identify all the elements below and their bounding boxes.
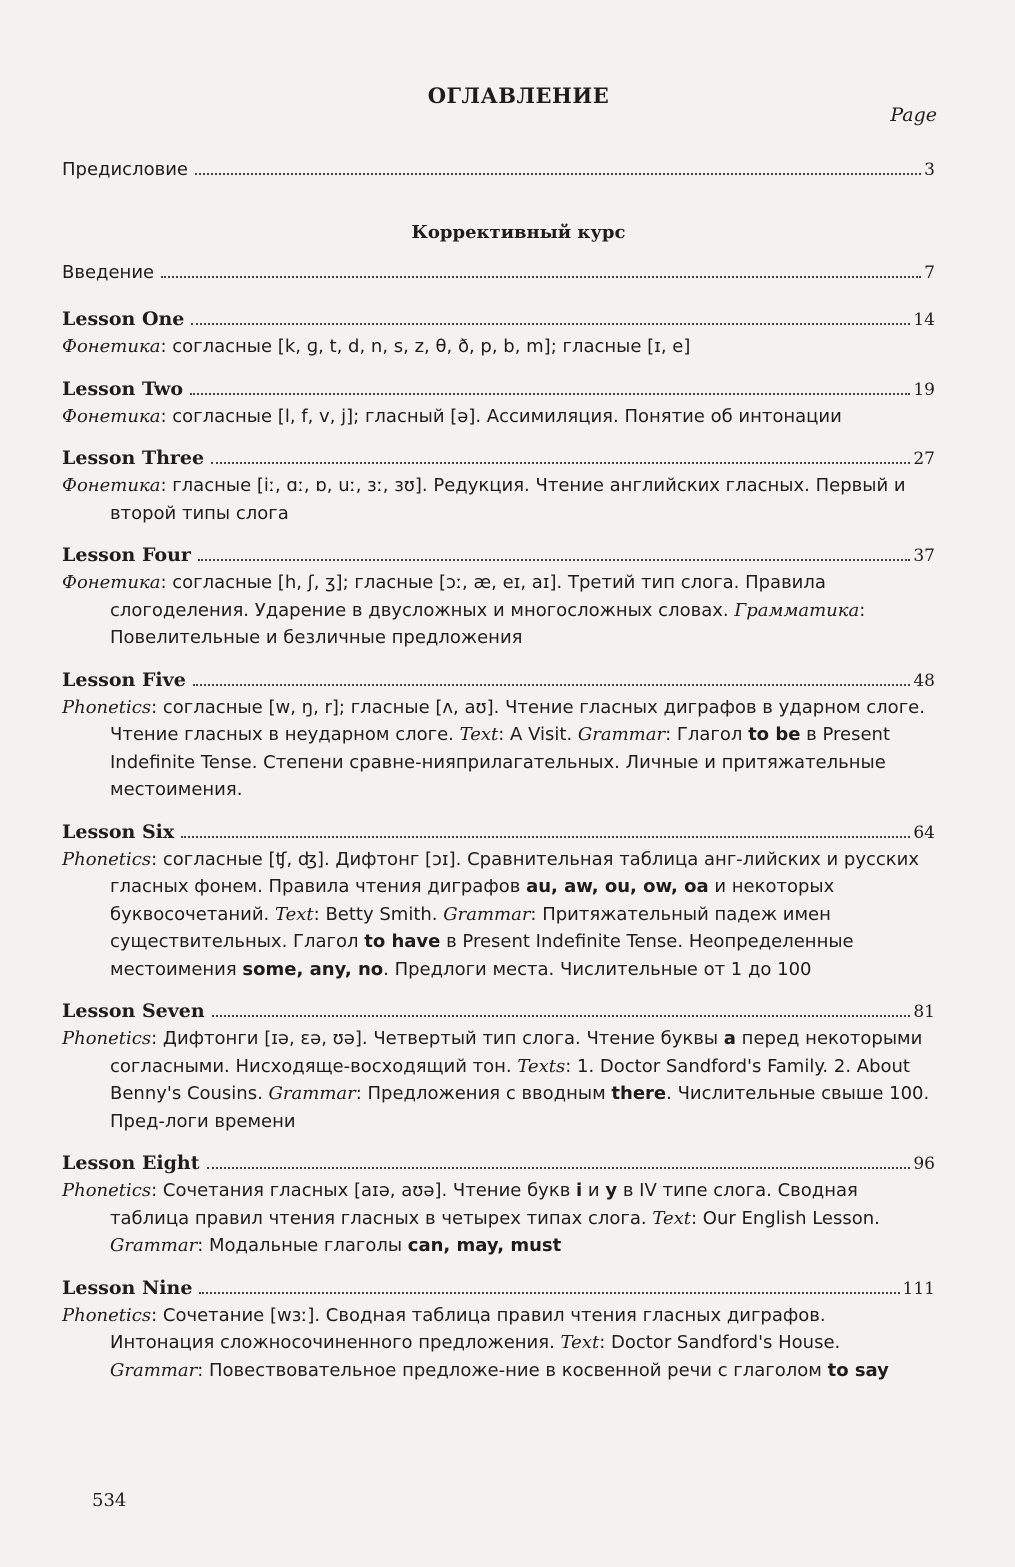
toc-entry-preface[interactable] [62, 158, 935, 182]
desc-label: Фонетика [62, 475, 161, 496]
dot-leader [199, 1292, 899, 1294]
lesson-description [62, 333, 935, 361]
desc-label: Грамматика [734, 599, 860, 621]
lesson-title: Lesson Seven [62, 1000, 205, 1022]
page-number: 534 [92, 1490, 127, 1511]
lesson-entry[interactable] [62, 543, 935, 652]
desc-text: : Повествовательное предложе-ние в косвенной речи с глаголом [197, 1359, 828, 1381]
dot-leader [211, 462, 910, 464]
desc-label: Phonetics [62, 1304, 152, 1326]
lesson-description [62, 846, 935, 984]
desc-text: : согласные [k, ɡ, t, d, n, s, z, θ, ð, p, b, m]; гласные [ɪ, e] [160, 336, 691, 357]
lesson-page: 64 [913, 822, 935, 843]
desc-text: : Глагол [665, 724, 749, 745]
desc-label: Grammar [577, 724, 666, 745]
desc-label: Phonetics [62, 1180, 152, 1201]
desc-label: Phonetics [62, 1028, 152, 1049]
section-title: Коррективный курс [411, 222, 626, 243]
desc-text: : Дифтонги [ɪə, ɛə, ʊə]. Четвертый тип слога. Чтение буквы [151, 1028, 724, 1049]
lesson-description [62, 1177, 935, 1260]
lesson-page: 37 [913, 546, 935, 566]
lesson-entry[interactable] [62, 1151, 935, 1260]
desc-text: в Present Indefinite Tense. Степени сравне-нияприлагательных. Личные и притяжательные местоимения. [110, 724, 891, 800]
desc-label: Grammar [110, 1235, 198, 1256]
desc-label: Phonetics [62, 696, 152, 718]
lesson-title: Lesson Five [62, 668, 186, 691]
desc-text: : согласные [w, ŋ, r]; гласные [ʌ, aʊ]. Чтение гласных диграфов в ударном слоге. Чтение гласных в неударном слоге. [110, 696, 925, 745]
lesson-heading-line [62, 820, 935, 845]
desc-label: Grammar [110, 1359, 198, 1381]
desc-text: : Повелительные и безличные предложения [110, 599, 866, 648]
desc-label: Phonetics [62, 848, 152, 870]
desc-label: Text [459, 724, 499, 745]
desc-text: перед некоторыми согласными. Нисходяще-восходящий тон. [110, 1028, 923, 1077]
desc-bold: can, may, must [407, 1235, 562, 1256]
desc-bold: au, aw, ou, ow, oa [526, 876, 709, 897]
lesson-title: Lesson Three [62, 447, 205, 469]
desc-text: : 1. Doctor Sandford's Family. 2. About Benny's Cousins. [110, 1055, 910, 1104]
toc-entry-intro[interactable] [62, 261, 935, 285]
dot-leader [181, 836, 910, 838]
lesson-heading-line [62, 668, 935, 693]
desc-bold: to have [364, 931, 441, 952]
entry-label: Предисловие [62, 159, 188, 180]
desc-bold: a [723, 1028, 736, 1049]
desc-bold: y [605, 1180, 618, 1201]
dot-leader [161, 276, 921, 278]
desc-bold: to say [827, 1359, 889, 1381]
lesson-entry[interactable] [62, 668, 935, 804]
lesson-entry[interactable] [62, 1276, 935, 1385]
desc-text: в IV типе слога. Сводная таблица правил чтения гласных в четырех типах слога. [110, 1180, 858, 1229]
lesson-page: 111 [902, 1278, 935, 1299]
desc-text: : согласные [l, f, v, j]; гласный [ə]. Ассимиляция. Понятие об интонации [160, 405, 842, 427]
desc-label: Фонетика [62, 572, 161, 593]
lesson-title: Lesson Eight [62, 1152, 200, 1174]
lesson-page: 48 [913, 670, 935, 691]
desc-text: : Сочетание [wɜː]. Сводная таблица правил чтения гласных диграфов. Интонация сложносочиненного предложения. [110, 1304, 826, 1353]
lesson-title: Lesson One [62, 308, 185, 330]
lesson-title: Lesson Four [62, 544, 191, 566]
entry-page: 7 [924, 263, 935, 283]
desc-label: Text [652, 1207, 692, 1229]
lesson-description [62, 569, 935, 652]
desc-text: : Betty Smith. [313, 903, 444, 925]
lesson-heading-line [62, 377, 935, 402]
entry-label: Введение [62, 262, 155, 283]
desc-bold: there [611, 1083, 667, 1104]
lesson-heading-line [62, 999, 935, 1024]
dot-leader [212, 1015, 911, 1017]
desc-text: в Present Indefinite Tense. Неопределенные местоимения [110, 931, 854, 980]
desc-text: : Предложения с вводным [355, 1083, 612, 1104]
desc-label: Text [275, 903, 314, 925]
desc-bold: some, any, no [242, 958, 384, 980]
lesson-page: 27 [913, 449, 935, 469]
lesson-heading-line [62, 1276, 935, 1301]
dot-leader [207, 1167, 911, 1169]
desc-text: : Модальные глаголы [197, 1235, 408, 1256]
desc-text: : A Visit. [498, 724, 578, 745]
lesson-description [62, 1025, 935, 1135]
desc-label: Grammar [268, 1083, 356, 1104]
lesson-page: 19 [913, 379, 935, 400]
desc-label: Фонетика [62, 336, 161, 357]
page-title: ОГЛАВЛЕНИЕ [427, 83, 610, 108]
desc-text: : согласные [h, ʃ, ʒ]; гласные [ɔː, æ, eɪ, aɪ]. Третий тип слога. Правила слогоделения. Ударение в двусложных и многосложных словах. [110, 572, 826, 621]
desc-text: . Числительные свыше 100. Пред-логи времени [110, 1083, 930, 1132]
lesson-entry[interactable] [62, 307, 935, 361]
desc-text: . Предлоги места. Числительные от 1 до 100 [383, 958, 812, 980]
lesson-title: Lesson Nine [62, 1276, 193, 1299]
lesson-entry[interactable] [62, 820, 935, 984]
dot-leader [193, 684, 911, 686]
desc-text: : Our English Lesson. [691, 1207, 880, 1229]
lesson-entry[interactable] [62, 999, 935, 1135]
lesson-heading-line [62, 446, 935, 471]
desc-text: и некоторых буквосочетаний. [110, 876, 835, 925]
lesson-heading-line [62, 1151, 935, 1176]
dot-leader [190, 393, 910, 395]
desc-text: : Притяжательный падеж имен существительных. Глагол [110, 903, 831, 952]
lesson-list [62, 307, 935, 1384]
dot-leader [191, 323, 910, 325]
entry-page: 3 [924, 160, 935, 180]
lesson-entry[interactable] [62, 377, 935, 431]
lesson-page: 96 [913, 1154, 935, 1174]
lesson-description [62, 1302, 935, 1385]
desc-text: и [582, 1180, 606, 1201]
lesson-description [62, 403, 935, 431]
desc-text: : Doctor Sandford's House. [599, 1332, 841, 1353]
lesson-page: 14 [913, 310, 935, 330]
desc-bold: to be [748, 724, 801, 745]
page-column-label: Page [890, 104, 937, 126]
lesson-title: Lesson Six [62, 820, 175, 843]
dot-leader [198, 559, 910, 561]
desc-label: Texts [517, 1055, 566, 1077]
lesson-title: Lesson Two [62, 377, 184, 400]
dot-leader [195, 173, 921, 175]
desc-text: : Сочетания гласных [aɪə, aʊə]. Чтение букв [151, 1180, 577, 1201]
lesson-description [62, 472, 935, 527]
lesson-heading-line [62, 307, 935, 332]
desc-label: Фонетика [62, 405, 161, 427]
lesson-description [62, 694, 935, 804]
desc-label: Text [560, 1332, 600, 1353]
lesson-page: 81 [913, 1002, 935, 1022]
desc-text: : согласные [ʧ, ʤ]. Дифтонг [ɔɪ]. Сравнительная таблица анг-лийских и русских гласных фонем. Правила чтения диграфов [110, 848, 920, 897]
desc-label: Grammar [443, 903, 531, 925]
desc-text: : гласные [iː, ɑː, ɒ, uː, ɜː, ɜʊ]. Редукция. Чтение английских гласных. Первый и второй типы слога [110, 475, 906, 524]
desc-bold: i [576, 1180, 583, 1201]
lesson-heading-line [62, 543, 935, 568]
lesson-entry[interactable] [62, 446, 935, 527]
